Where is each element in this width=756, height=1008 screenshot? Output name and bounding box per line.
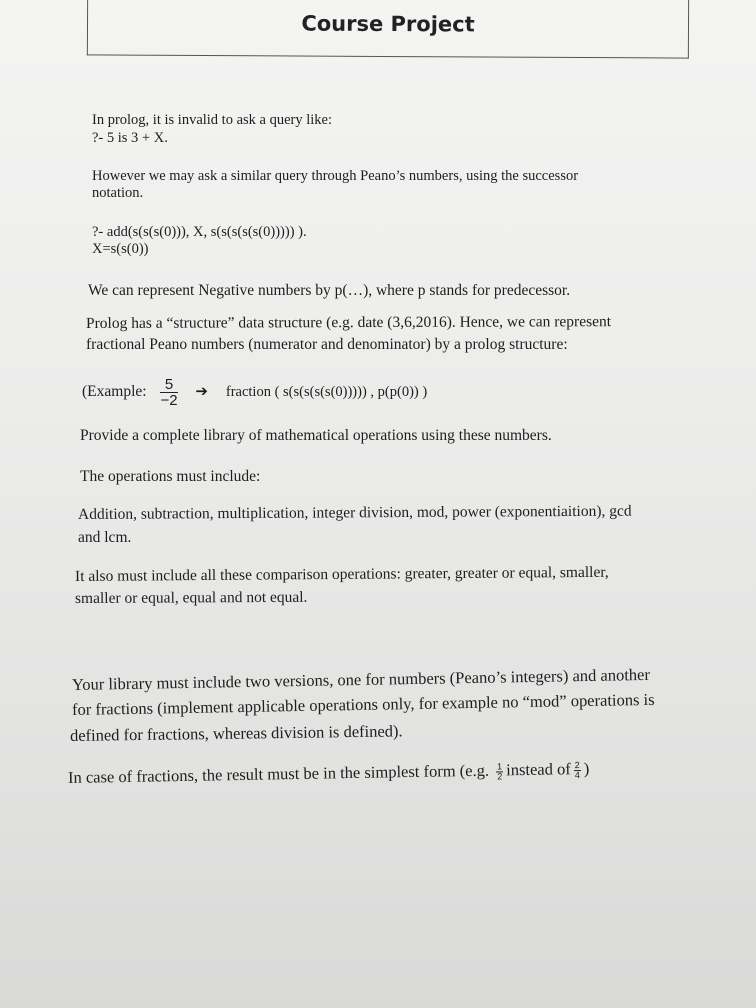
simplest-form-line (68, 759, 590, 789)
denominator: −2 (160, 392, 178, 409)
text-line: ?- 5 is 3 + X. (92, 130, 168, 146)
simplest-prefix: In case of fractions, the result must be in the simplest form (e.g. (67, 760, 490, 787)
fraction-two-quarters (574, 761, 581, 780)
denominator: 2 (497, 771, 503, 782)
numerator: 5 (160, 377, 177, 393)
example-fraction (160, 377, 177, 408)
example-code: fraction ( s(s(s(s(s(0))))) , p(p(0)) ) (225, 384, 428, 401)
text-line: We can represent Negative numbers by p(…), where p stands for predecessor. (88, 282, 571, 299)
example-line (82, 377, 427, 408)
text-line: notation. (92, 185, 144, 201)
fraction-one-half (496, 762, 503, 781)
text-line: Your library must include two versions, one for numbers (Peano’s integers) and another (71, 664, 651, 694)
text-line: and lcm. (78, 529, 132, 546)
code-line: X=s(s(0)) (92, 241, 149, 257)
text-line: Provide a complete library of mathematical operations using these numbers. (80, 427, 552, 444)
arrow-icon: ➔ (195, 384, 208, 401)
text-line: Prolog has a “structure” data structure (e.g. date (3,6,2016). Hence, we can represent (85, 313, 612, 332)
example-prefix: (Example: (82, 383, 147, 401)
text-line: smaller or equal, equal and not equal. (74, 588, 308, 607)
title-box (87, 0, 689, 59)
text-line: It also must include all these comparison operations: greater, greater or equal, smaller, (74, 563, 609, 585)
numerator: 2 (574, 759, 580, 770)
text-line: fractional Peano numbers (numerator and denominator) by a prolog structure: (86, 336, 568, 353)
text-line: Addition, subtraction, multiplication, integer division, mod, power (exponentiaition), gcd (77, 502, 632, 523)
simplest-middle: instead of (506, 759, 571, 780)
denominator: 4 (574, 769, 580, 780)
text-line: However we may ask a similar query through Peano’s numbers, using the successor (92, 168, 579, 184)
text-line: defined for fractions, whereas division is defined). (69, 721, 403, 745)
simplest-suffix: ) (583, 758, 590, 778)
numerator: 1 (497, 761, 503, 772)
text-line: In prolog, it is invalid to ask a query like: (92, 112, 333, 128)
code-line: ?- add(s(s(s(0))), X, s(s(s(s(s(0))))) ). (92, 224, 307, 240)
text-line: for fractions (implement applicable operations only, for example no “mod” operations is (71, 689, 655, 719)
text-line: The operations must include: (80, 468, 261, 485)
page-title: Course Project (301, 11, 475, 37)
